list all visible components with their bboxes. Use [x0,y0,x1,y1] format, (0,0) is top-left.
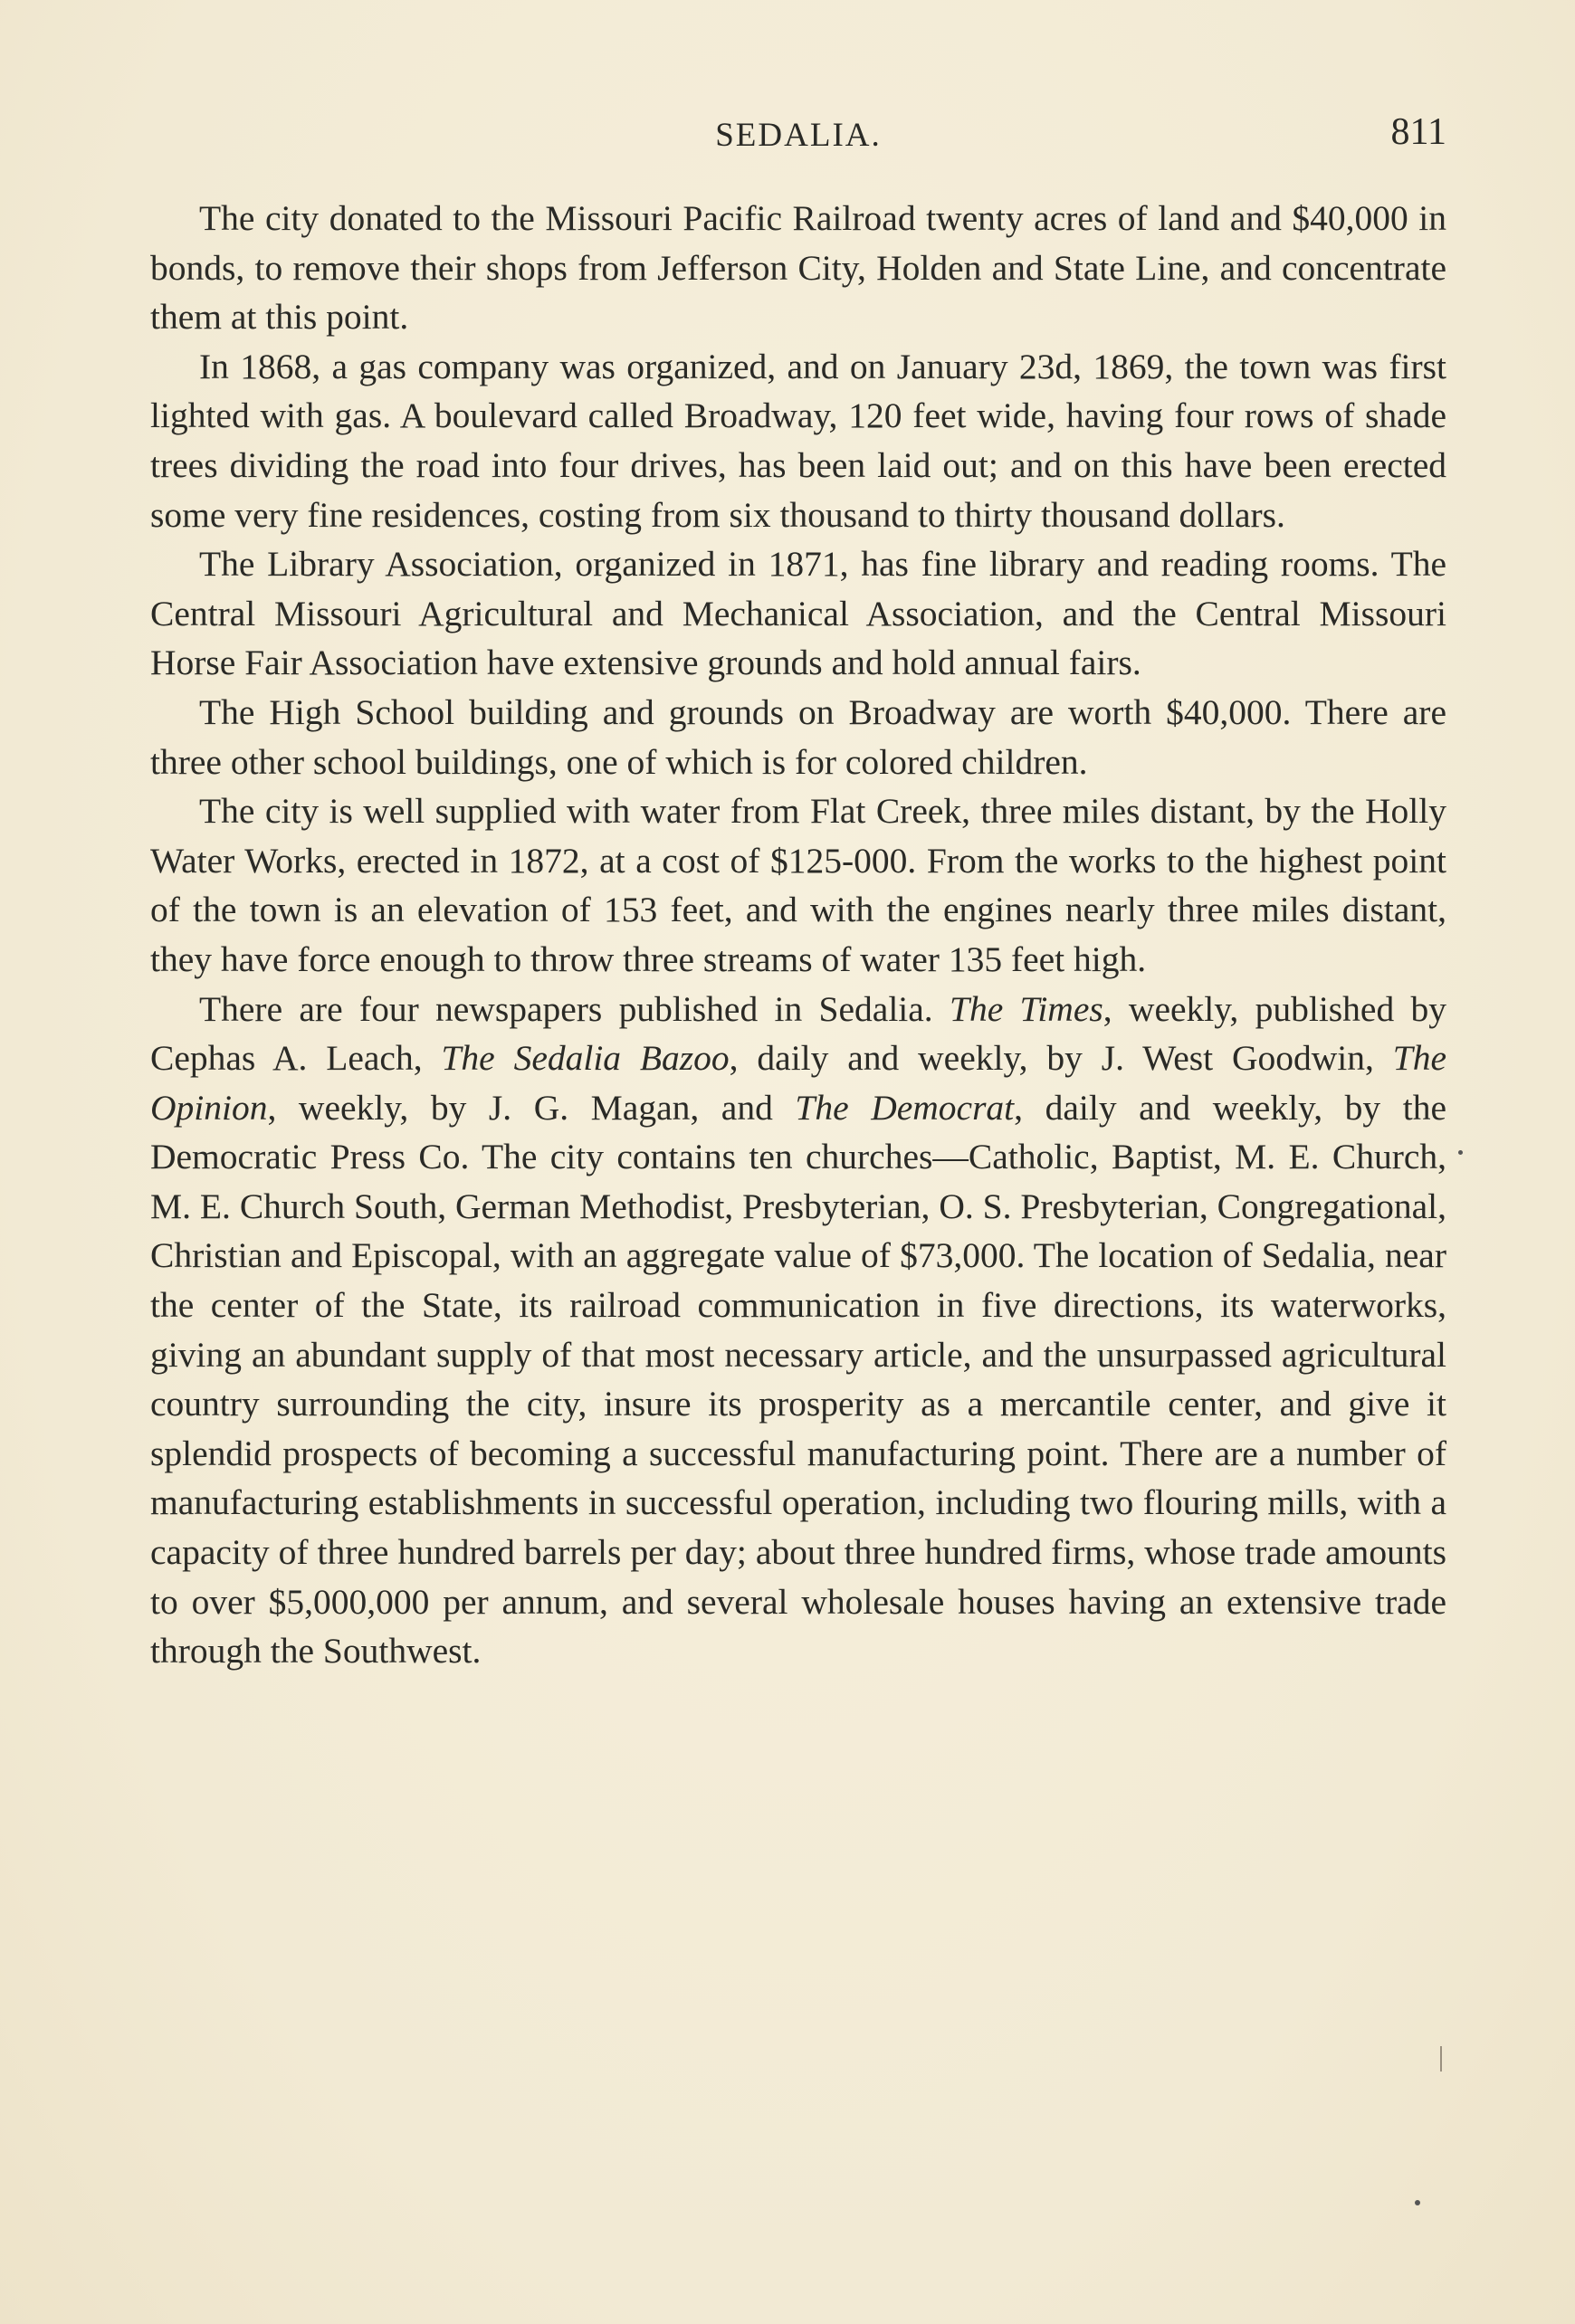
paragraph-library: The Library Association, organized in 1871, has fine library and reading rooms. The Central Missouri Agricultural and Mechanical Association, and the Central Missouri Horse Fair Association have extensive grounds and hold annual fairs. [150,544,1446,683]
newspaper-title-democrat: The Democrat [795,1087,1015,1128]
paragraph-gas-company: In 1868, a gas company was organized, and on January 23d, 1869, the town was first lighted with gas. A boulevard called Broadway, 120 feet wide, having four rows of shade trees dividing the road into four drives, has been laid out; and on this have been erected some very fine residences, costing from six thousand to thirty thousand dollars. [150,346,1446,535]
page-number: 811 [1390,111,1446,153]
running-head [150,111,1446,161]
paragraph-railroad: The city donated to the Missouri Pacific Railroad twenty acres of land and $40,000 in bonds, to remove their shops from Jefferson City, Holden and State Line, and concentrate them at this point. [150,198,1446,338]
ink-speck [1415,2200,1420,2205]
newspaper-title-bazoo: The Sedalia Bazoo [441,1038,730,1079]
ink-speck [1458,1150,1463,1155]
newspaper-title-opinion: The Opinion [150,1038,1447,1128]
body-text [150,194,1446,1676]
margin-mark [1440,2046,1442,2072]
paragraph-newspapers [150,985,1446,1676]
newspapers-text-1: There are four newspapers published in Sedalia. [199,988,950,1029]
newspapers-text-4: , weekly, by J. G. Magan, and [267,1087,796,1128]
paragraph-water-works: The city is well supplied with water from Flat Creek, three miles distant, by the Holly Water Works, erected in 1872, at a cost of $125-000. From the works to the highest point of the town is an elevation of 153 feet, and with the engines nearly three miles distant, they have force enough to throw three streams of water 135 feet high. [150,791,1446,979]
paragraph-high-school: The High School building and grounds on Broadway are worth $40,000. There are three other school buildings, one of which is for colored children. [150,691,1446,782]
newspaper-title-times: The Times [949,988,1103,1029]
newspapers-text-5: , daily and weekly, by the Democratic Press Co. The city contains ten churches—Catholic, Baptist, M. E. Church, M. E. Church South, German Methodist, Presbyterian, O. S. Presbyterian, Congregational, Christian and Episcopal, with an aggregate value of $73,000. The location of Sedalia, near the center of the State, its railroad communication in five directions, its waterworks, giving an abundant supply of that most necessary article, and the unsurpassed agricultural country surrounding the city, insure its prosperity as a mercantile center, and give it splendid prospects of becoming a successful manufacturing point. There are a number of manufacturing establishments in successful operation, including two flouring mills, with a capacity of three hundred barrels per day; about three hundred firms, whose trade amounts to over $5,000,000 per annum, and several wholesale houses having an extensive trade through the Southwest. [150,1087,1446,1672]
newspapers-text-2: , weekly, published by Cephas A. Leach, [150,988,1446,1079]
page-title: SEDALIA. [715,117,882,154]
newspapers-text-3: , daily and weekly, by J. West Goodwin, [729,1038,1393,1079]
